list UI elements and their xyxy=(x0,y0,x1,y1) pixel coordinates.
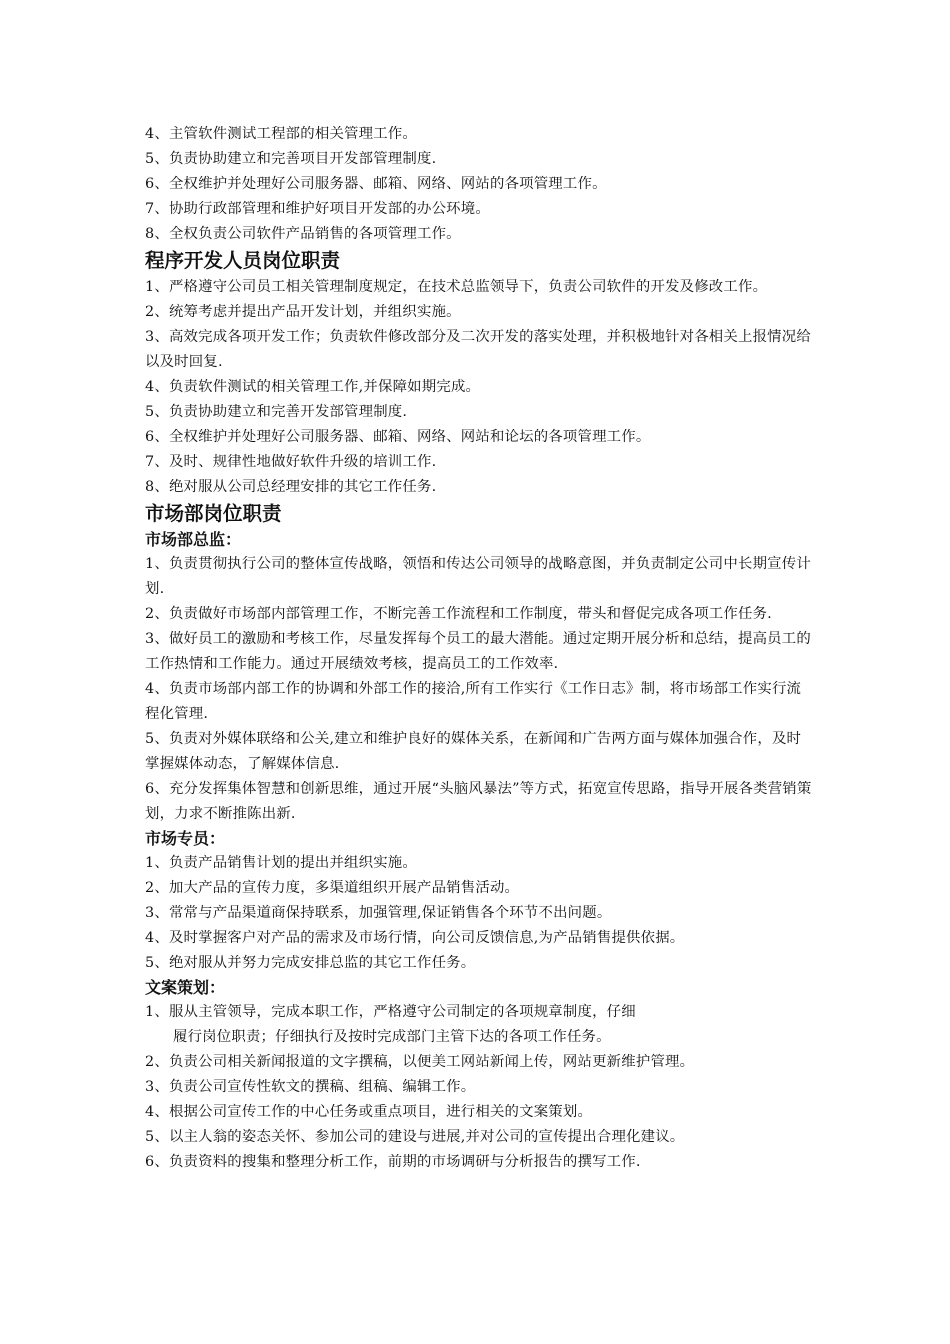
section-heading-marketing: 市场部岗位职责 xyxy=(145,502,282,525)
document-body xyxy=(145,122,815,1175)
list-item: 8、绝对服从公司总经理安排的其它工作任务. xyxy=(145,479,437,495)
list-item: 5、负责协助建立和完善项目开发部管理制度. xyxy=(145,151,437,167)
list-item: 7、协助行政部管理和维护好项目开发部的办公环境。 xyxy=(145,201,490,217)
list-item-continuation: 履行岗位职责；仔细执行及按时完成部门主管下达的各项工作任务。 xyxy=(173,1029,611,1045)
list-item: 2、统筹考虑并提出产品开发计划，并组织实施。 xyxy=(145,304,461,320)
section-heading-developer: 程序开发人员岗位职责 xyxy=(145,249,341,272)
list-item: 1、负责产品销售计划的提出并组织实施。 xyxy=(145,855,417,871)
list-item: 2、加大产品的宣传力度，多渠道组织开展产品销售活动。 xyxy=(145,880,520,896)
list-item: 4、根据公司宣传工作的中心任务或重点项目，进行相关的文案策划。 xyxy=(145,1104,593,1120)
subheading-director: 市场部总监： xyxy=(145,530,242,549)
list-item: 5、以主人翁的姿态关怀、参加公司的建设与进展,并对公司的宣传提出合理化建议。 xyxy=(145,1129,685,1145)
list-item: 1、服从主管领导，完成本职工作，严格遵守公司制定的各项规章制度，仔细 xyxy=(145,1004,636,1020)
subheading-copywriting: 文案策划： xyxy=(145,978,226,997)
list-item: 5、绝对服从并努力完成安排总监的其它工作任务。 xyxy=(145,955,476,971)
list-item: 3、常常与产品渠道商保持联系，加强管理,保证销售各个环节不出问题。 xyxy=(145,905,612,921)
list-item: 3、负责公司宣传性软文的撰稿、组稿、编辑工作。 xyxy=(145,1079,476,1095)
subheading-specialist: 市场专员： xyxy=(145,829,226,848)
list-item: 1、严格遵守公司员工相关管理制度规定，在技术总监领导下，负责公司软件的开发及修改工作。 xyxy=(145,279,768,295)
list-item: 2、负责公司相关新闻报道的文字撰稿，以便美工网站新闻上传，网站更新维护管理。 xyxy=(145,1054,695,1070)
list-item: 4、主管软件测试工程部的相关管理工作。 xyxy=(145,126,417,142)
list-item: 6、充分发挥集体智慧和创新思维，通过开展“头脑风暴法”等方式，拓宽宣传思路，指导开展各类营销策划，力求不断推陈出新. xyxy=(145,781,812,822)
list-item: 4、及时掌握客户对产品的需求及市场行情，向公司反馈信息,为产品销售提供依据。 xyxy=(145,930,685,946)
list-item: 6、全权维护并处理好公司服务器、邮箱、网络、网站的各项管理工作。 xyxy=(145,176,607,192)
list-item: 1、负责贯彻执行公司的整体宣传战略，领悟和传达公司领导的战略意图，并负责制定公司中长期宣传计划. xyxy=(145,556,811,597)
list-item: 3、高效完成各项开发工作；负责软件修改部分及二次开发的落实处理，并积极地针对各相关上报情况给以及时回复. xyxy=(145,329,811,370)
list-item: 6、负责资料的搜集和整理分析工作，前期的市场调研与分析报告的撰写工作. xyxy=(145,1154,641,1170)
list-item: 6、全权维护并处理好公司服务器、邮箱、网络、网站和论坛的各项管理工作。 xyxy=(145,429,651,445)
list-item: 2、负责做好市场部内部管理工作，不断完善工作流程和工作制度，带头和督促完成各项工作任务. xyxy=(145,606,772,622)
list-item: 4、负责软件测试的相关管理工作,并保障如期完成。 xyxy=(145,379,481,395)
list-item: 8、全权负责公司软件产品销售的各项管理工作。 xyxy=(145,226,461,242)
list-item: 3、做好员工的激励和考核工作，尽量发挥每个员工的最大潜能。通过定期开展分析和总结，提高员工的工作热情和工作能力。通过开展绩效考核，提高员工的工作效率. xyxy=(145,631,811,672)
list-item: 4、负责市场部内部工作的协调和外部工作的接洽,所有工作实行《工作日志》制，将市场部工作实行流程化管理. xyxy=(145,681,802,722)
list-item: 5、负责协助建立和完善开发部管理制度. xyxy=(145,404,408,420)
list-item: 5、负责对外媒体联络和公关,建立和维护良好的媒体关系，在新闻和广告两方面与媒体加强合作，及时掌握媒体动态，了解媒体信息. xyxy=(145,731,802,772)
list-item: 7、及时、规律性地做好软件升级的培训工作. xyxy=(145,454,437,470)
